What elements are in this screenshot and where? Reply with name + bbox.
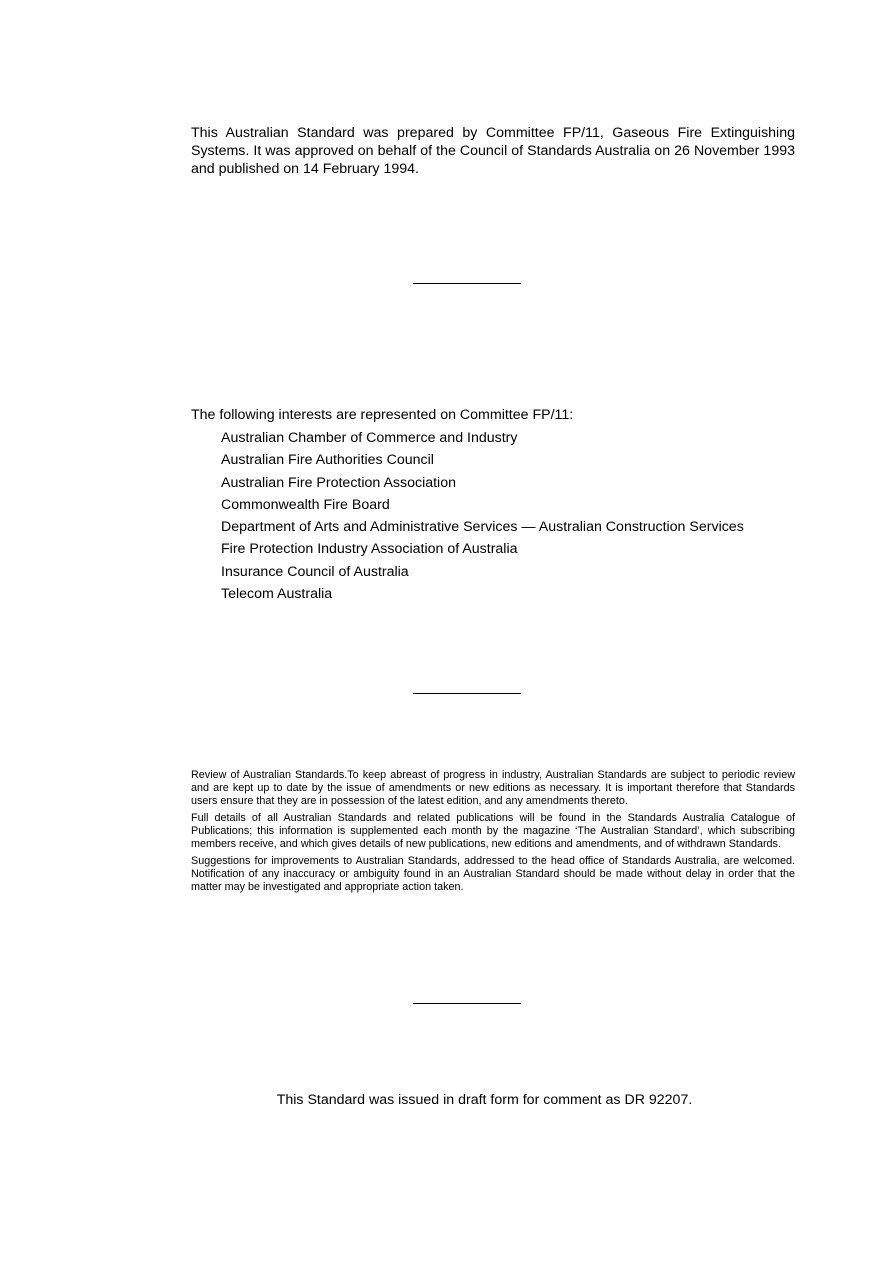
interest-item: Telecom Australia xyxy=(221,586,333,603)
divider-rule xyxy=(413,693,521,694)
interest-item: Commonwealth Fire Board xyxy=(221,496,390,513)
committee-interests xyxy=(191,406,795,607)
interest-item: Fire Protection Industry Association of Australia xyxy=(221,541,518,558)
interest-item: Australian Fire Protection Association xyxy=(221,474,456,491)
draft-issue-note: This Standard was issued in draft form for comment as DR 92207. xyxy=(276,1092,693,1108)
interest-item: Australian Chamber of Commerce and Industry xyxy=(221,430,518,446)
interests-intro: The following interests are represented on Committee FP/11: xyxy=(191,407,574,423)
divider-rule xyxy=(413,1003,521,1004)
interest-item: Department of Arts and Administrative Services — Australian Construction Services xyxy=(221,519,744,536)
divider-rule xyxy=(413,283,521,284)
review-notice xyxy=(191,769,795,898)
review-paragraph: Full details of all Australian Standards and related publications will be found in the Standards Australia Catalogue of Publications; this information is supplemented each month by the magazine ‘The Australian Standard’, which subscribing members receive, and which gives details of new publications, new editions and amendments, and of withdrawn Standards. xyxy=(191,812,795,850)
review-paragraph: Review of Australian Standards.To keep abreast of progress in industry, Australian Standards are subject to periodic review and are kept up to date by the issue of amendments or new editions as necessary. It is important therefore that Standards users ensure that they are in possession of the latest edition, and any amendments thereto. xyxy=(191,769,795,807)
review-paragraph: Suggestions for improvements to Australian Standards, addressed to the head office of Standards Australia, are welcomed. Notification of any inaccuracy or ambiguity found in an Australian Standard should be made without delay in order that the matter may be investigated and appropriate action taken. xyxy=(191,855,795,893)
interest-item: Australian Fire Authorities Council xyxy=(221,452,434,469)
interest-item: Insurance Council of Australia xyxy=(221,563,409,580)
approval-statement: This Australian Standard was prepared by Committee FP/11, Gaseous Fire Extinguishing Systems. It was approved on behalf of the Council of Standards Australia on 26 November 1993 and published on 14 February 1994. xyxy=(191,125,795,177)
interests-list xyxy=(191,429,761,603)
